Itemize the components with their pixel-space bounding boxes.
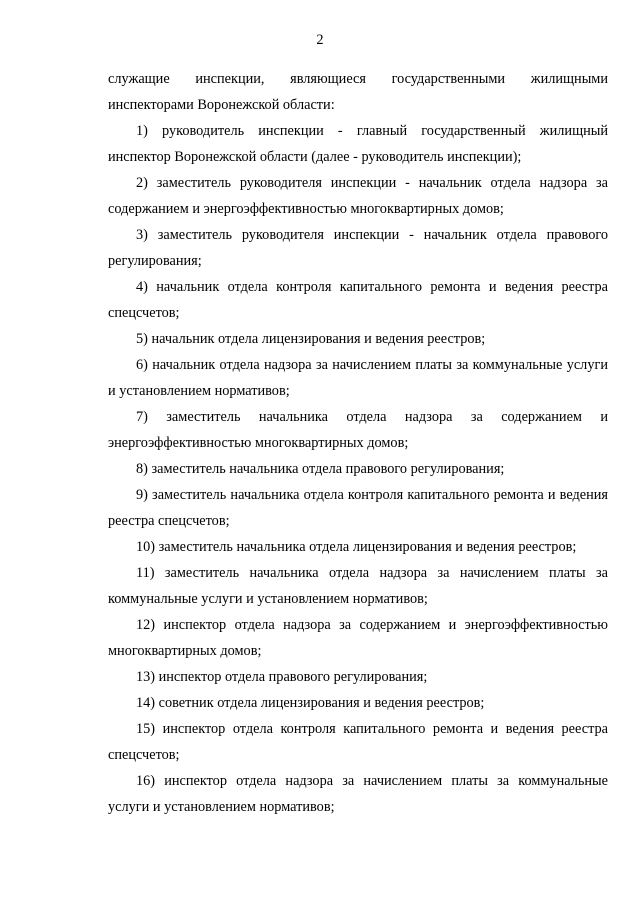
list-item-10: 10) заместитель начальника отдела лицензирования и ведения реестров; (136, 539, 577, 555)
list-item-9: 9) заместитель начальника отдела контроля капитального ремонта и ведения реестра спецсчетов; (108, 487, 608, 529)
list-item-5: 5) начальник отдела лицензирования и ведения реестров; (136, 331, 486, 347)
list-item-3: 3) заместитель руководителя инспекции - начальник отдела правового регулирования; (108, 227, 608, 269)
list-item-12: 12) инспектор отдела надзора за содержанием и энергоэффективностью многоквартирных домов; (108, 617, 608, 659)
list-item-7: 7) заместитель начальника отдела надзора за содержанием и энергоэффективностью многоквартирных домов; (108, 409, 608, 451)
list-item-15: 15) инспектор отдела контроля капитального ремонта и ведения реестра спецсчетов; (108, 721, 608, 763)
list-item-13: 13) инспектор отдела правового регулирования; (136, 669, 428, 685)
list-item-14: 14) советник отдела лицензирования и ведения реестров; (136, 695, 485, 711)
list-item-6: 6) начальник отдела надзора за начислением платы за коммунальные услуги и установлением нормативов; (108, 357, 608, 399)
list-item-4: 4) начальник отдела контроля капитального ремонта и ведения реестра спецсчетов; (108, 279, 608, 321)
intro-paragraph: служащие инспекции, являющиеся государственными жилищными инспекторами Воронежской области: (108, 71, 608, 113)
list-item-1: 1) руководитель инспекции - главный государственный жилищный инспектор Воронежской области (далее - руководитель инспекции); (108, 123, 608, 165)
document-body (108, 66, 608, 820)
list-item-16: 16) инспектор отдела надзора за начислением платы за коммунальные услуги и установлением нормативов; (108, 773, 608, 815)
page-number: 2 (316, 32, 324, 48)
list-item-8: 8) заместитель начальника отдела правового регулирования; (136, 461, 505, 477)
list-item-2: 2) заместитель руководителя инспекции - начальник отдела надзора за содержанием и энергоэффективностью многоквартирных домов; (108, 175, 608, 217)
list-item-11: 11) заместитель начальника отдела надзора за начислением платы за коммунальные услуги и установлением нормативов; (108, 565, 608, 607)
